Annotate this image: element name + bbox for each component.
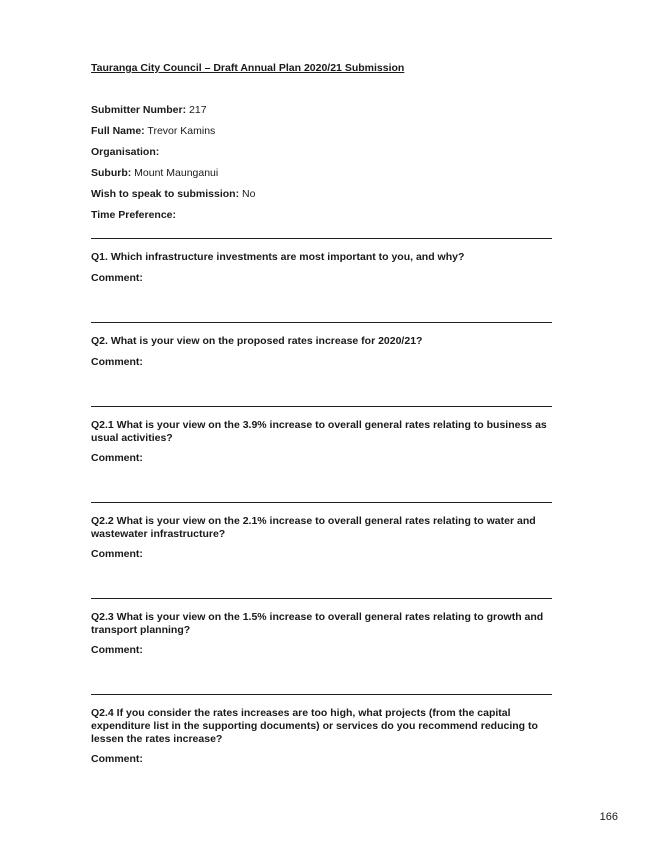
speak-field: [91, 188, 255, 200]
divider: [91, 322, 552, 323]
divider: [91, 238, 552, 239]
full-name-value: Trevor Kamins: [147, 125, 216, 137]
divider: [91, 694, 552, 695]
submitter-number-value: 217: [189, 104, 207, 116]
question-q2-2: Q2.2 What is your view on the 2.1% increase to overall general rates relating to water and wastewater infrastructure?: [91, 515, 536, 540]
submitter-number-label: Submitter Number:: [91, 104, 187, 116]
comment-label: Comment:: [91, 644, 143, 656]
suburb-value: Mount Maunganui: [134, 167, 219, 179]
comment-label: Comment:: [91, 452, 143, 464]
question-q2-3: Q2.3 What is your view on the 1.5% increase to overall general rates relating to growth and transport planning?: [91, 611, 544, 636]
organisation-label: Organisation:: [91, 146, 160, 158]
question-q2: Q2. What is your view on the proposed rates increase for 2020/21?: [91, 335, 423, 347]
time-preference-label: Time Preference:: [91, 209, 177, 221]
comment-label: Comment:: [91, 548, 143, 560]
speak-value: No: [242, 188, 256, 200]
comment-label: Comment:: [91, 356, 143, 368]
suburb-field: [91, 167, 218, 179]
comment-label: Comment:: [91, 272, 143, 284]
full-name-field: [91, 125, 215, 137]
suburb-label: Suburb:: [91, 167, 132, 179]
comment-label: Comment:: [91, 753, 143, 765]
question-q2-1: Q2.1 What is your view on the 3.9% increase to overall general rates relating to business as usual activities?: [91, 419, 547, 444]
divider: [91, 502, 552, 503]
document-title: Tauranga City Council – Draft Annual Plan 2020/21 Submission: [91, 62, 405, 74]
time-preference-field: [91, 209, 176, 221]
speak-label: Wish to speak to submission:: [91, 188, 240, 200]
question-q1: Q1. Which infrastructure investments are most important to you, and why?: [91, 251, 465, 263]
question-q2-4: Q2.4 If you consider the rates increases are too high, what projects (from the capital expenditure list in the supporting documents) or services do you recommend reducing to lessen the rates increase?: [91, 707, 538, 745]
divider: [91, 406, 552, 407]
organisation-field: [91, 146, 159, 158]
page-number: 166: [599, 811, 618, 823]
submitter-number-field: [91, 104, 207, 116]
full-name-label: Full Name:: [91, 125, 145, 137]
divider: [91, 598, 552, 599]
